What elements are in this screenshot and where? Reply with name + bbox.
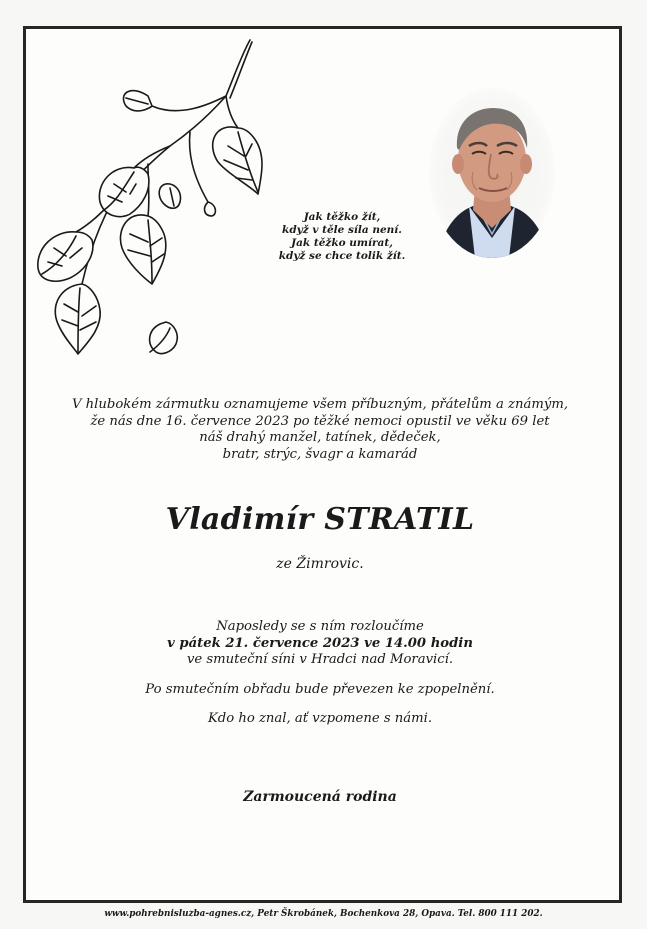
announcement-line: náš drahý manžel, tatínek, dědeček, [199, 430, 441, 445]
announcement-line: že nás dne 16. července 2023 po těžké nemoci opustil ve věku 69 let [90, 413, 550, 429]
farewell-location: ve smuteční síni v Hradci nad Moravicí. [186, 652, 454, 667]
leaf-4 [159, 184, 180, 208]
announcement-text [60, 397, 580, 463]
leaf-5 [120, 215, 165, 284]
deceased-origin: ze Žimrovic. [276, 556, 364, 572]
falling-leaf [150, 322, 178, 354]
remember-note: Kdo ho znal, ať vzpomene s námi. [207, 711, 433, 726]
leaf-1 [123, 91, 152, 111]
farewell-datetime: v pátek 21. července 2023 ve 14.00 hodin [167, 635, 473, 651]
footer-contact: www.pohrebnisluzba-agnes.cz, Petr Škrobánek, Bochenkova 28, Opava. Tel. 800 111 202. [104, 909, 543, 919]
signature: Zarmoucená rodina [243, 789, 397, 805]
leaf-3 [99, 167, 149, 216]
farewell-line: Naposledy se s ním rozloučíme [216, 619, 424, 634]
announcement-line: bratr, strýc, švagr a kamarád [222, 446, 418, 462]
deceased-name: Vladimír STRATIL [165, 502, 475, 537]
poem-line: Jak těžko umírat, [291, 237, 393, 249]
leaf-7 [55, 284, 100, 354]
poem [262, 211, 422, 263]
announcement-line: V hlubokém zármutku oznamujeme všem příbuzným, přátelům a známým, [71, 397, 569, 412]
poem-line: Jak těžko žít, [303, 211, 381, 223]
leaf-2 [213, 127, 262, 194]
portrait-image [429, 88, 555, 258]
farewell-info [60, 619, 580, 669]
poem-line: když se chce tolik žít. [278, 250, 406, 262]
cremation-note: Po smutečním obřadu bude převezen ke zpopelnění. [145, 682, 495, 697]
branch-illustration [30, 34, 270, 364]
portrait-photo [429, 88, 555, 258]
poem-line: když v těle síla není. [282, 224, 402, 236]
